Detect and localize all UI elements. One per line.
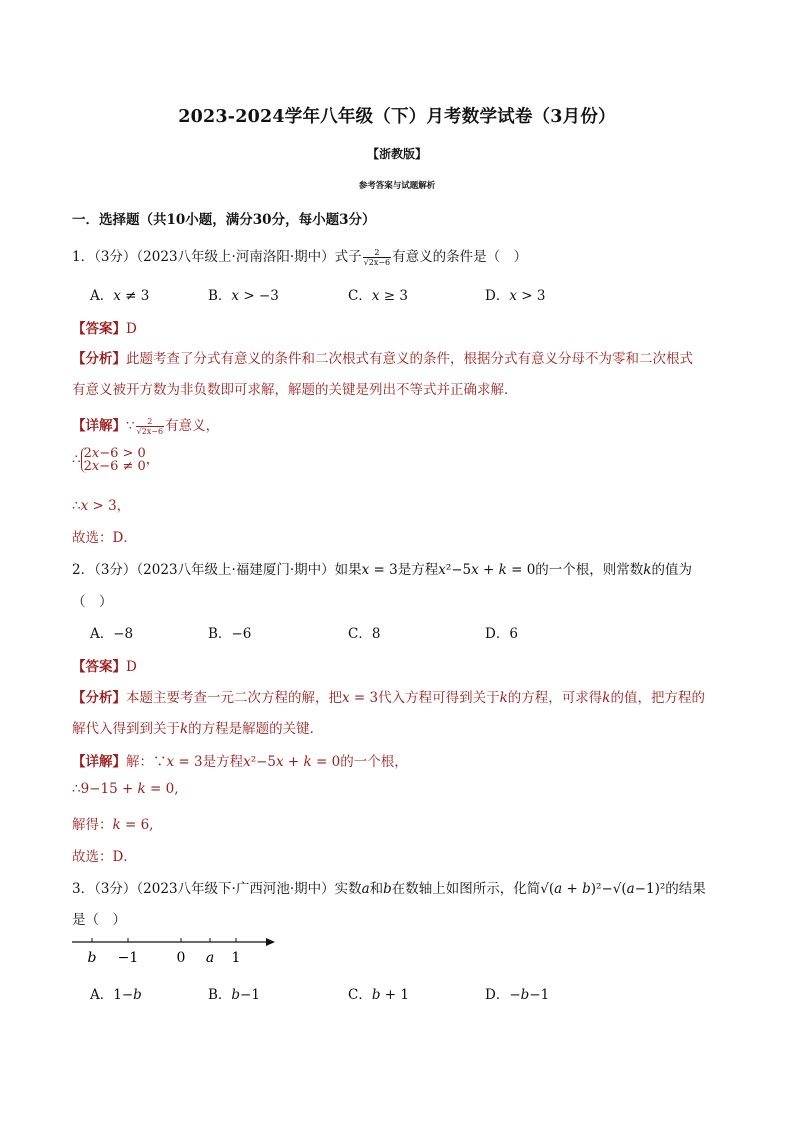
q1-sys-row1: 2𝑥−6 > 0 <box>83 446 146 461</box>
page-title: 2023-2024学年八年级（下）月考数学试卷（3月份） <box>178 107 616 127</box>
q2-analysis-tag: 【分析】 <box>72 690 126 706</box>
q1-sys-brace <box>81 447 146 473</box>
q1-sys-row2: 2𝑥−6 ≠ 0 <box>83 459 146 474</box>
arrow-right-icon <box>266 938 275 946</box>
q1-option-c[interactable]: C．𝑥 ≥ 3 <box>348 288 408 304</box>
q2-answer <box>72 655 137 675</box>
q2-detail-tag: 【详解】 <box>72 754 126 770</box>
q3-option-b[interactable]: B．𝑏−1 <box>208 987 260 1003</box>
q1-analysis-line1 <box>72 347 693 367</box>
q1-option-d[interactable]: D．𝑥 > 3 <box>485 288 546 304</box>
q1-analysis-tag: 【分析】 <box>72 351 126 367</box>
q2-detail-line3: 解得：𝑘 = 6, <box>72 817 154 833</box>
number-line-figure <box>70 932 290 972</box>
q2-detail-line2: ∴9−15 + 𝑘 = 0, <box>72 781 179 797</box>
q1-stem-a: 1．（3分）（2023八年级上·河南洛阳·期中）式子 <box>72 249 362 265</box>
q1-analysis-text1: 此题考查了分式有意义的条件和二次根式有意义的条件，根据分式有意义分母不为零和二次根式 <box>126 351 693 367</box>
q1-answer-value: D <box>126 321 137 337</box>
q2-option-a[interactable]: A．−8 <box>90 626 134 642</box>
q2-choose: 故选：D． <box>72 849 137 865</box>
q1-stem <box>72 245 527 267</box>
q2-analysis-line1 <box>72 686 705 706</box>
q3-option-a[interactable]: A．1−𝑏 <box>90 987 142 1003</box>
label-b: 𝑏 <box>87 950 97 966</box>
caption: 参考答案与试题解析 <box>358 181 436 191</box>
q1-answer <box>72 317 137 337</box>
q2-option-c[interactable]: C．8 <box>348 626 381 642</box>
q1-detail-line1 <box>72 414 219 436</box>
label-minus1: −1 <box>117 950 139 966</box>
q1-inequality-system <box>72 447 159 473</box>
q2-option-b[interactable]: B．−6 <box>208 626 252 642</box>
q1-detail-frac-num: 2 <box>136 417 165 427</box>
q1-detail-line3: ∴𝑥 > 3， <box>72 498 131 514</box>
q1-sys-suffix: ， <box>145 451 160 468</box>
q1-detail-tag: 【详解】 <box>72 418 126 434</box>
q3-option-c[interactable]: C．𝑏 + 1 <box>348 987 409 1003</box>
q3-stem-line1: 3．（3分）（2023八年级下·广西河池·期中）实数𝑎和𝑏在数轴上如图所示，化简√(𝑎 + 𝑏)²−√(𝑎−1)²的结果 <box>72 881 706 897</box>
q1-option-b[interactable]: B．𝑥 > −3 <box>208 288 279 304</box>
label-zero: 0 <box>176 950 186 966</box>
q1-choose: 故选：D． <box>72 530 137 546</box>
q2-answer-tag: 【答案】 <box>72 659 126 675</box>
label-a: 𝑎 <box>205 950 215 966</box>
q1-frac-den: √2x−6 <box>363 258 391 267</box>
q1-stem-b: 有意义的条件是（ ） <box>392 249 528 265</box>
label-one: 1 <box>231 950 241 966</box>
q1-answer-tag: 【答案】 <box>72 321 126 337</box>
edition-label: 【浙教版】 <box>366 147 427 161</box>
q1-fraction <box>363 248 392 267</box>
q2-analysis-text1: 本题主要考查一元二次方程的解，把𝑥 = 3代入方程可得到关于𝑘的方程，可求得𝑘的值，把方程的 <box>126 690 705 706</box>
q1-detail-text1: 有意义， <box>165 418 220 434</box>
q1-detail-frac-den: √2x−6 <box>136 427 164 436</box>
q1-detail-because: ∵ <box>126 418 135 434</box>
q2-answer-value: D <box>126 659 137 675</box>
q2-detail-line1 <box>72 750 408 770</box>
q2-stem-line2: （ ） <box>72 594 113 610</box>
q2-option-d[interactable]: D．6 <box>485 626 518 642</box>
section-heading: 一．选择题（共10小题，满分30分，每小题3分） <box>72 212 376 228</box>
q1-frac-num: 2 <box>363 248 392 258</box>
q1-sys-prefix: ∴ <box>72 451 81 468</box>
q3-stem-line2: 是（ ） <box>72 912 126 928</box>
q1-option-a[interactable]: A．𝑥 ≠ 3 <box>90 288 150 304</box>
q1-analysis-line2: 有意义被开方数为非负数即可求解，解题的关键是列出不等式并正确求解． <box>72 382 518 398</box>
q2-stem-line1: 2．（3分）（2023八年级上·福建厦门·期中）如果𝑥 = 3是方程𝑥²−5𝑥 + 𝑘 = 0的一个根，则常数𝑘的值为 <box>72 562 692 578</box>
q2-detail-text1: 解：∵𝑥 = 3是方程𝑥²−5𝑥 + 𝑘 = 0的一个根， <box>126 754 408 770</box>
q3-option-d[interactable]: D．−𝑏−1 <box>485 987 550 1003</box>
q1-detail-fraction <box>136 417 165 436</box>
q2-analysis-line2: 解代入得到到关于𝑘的方程是解题的关键． <box>72 721 324 737</box>
